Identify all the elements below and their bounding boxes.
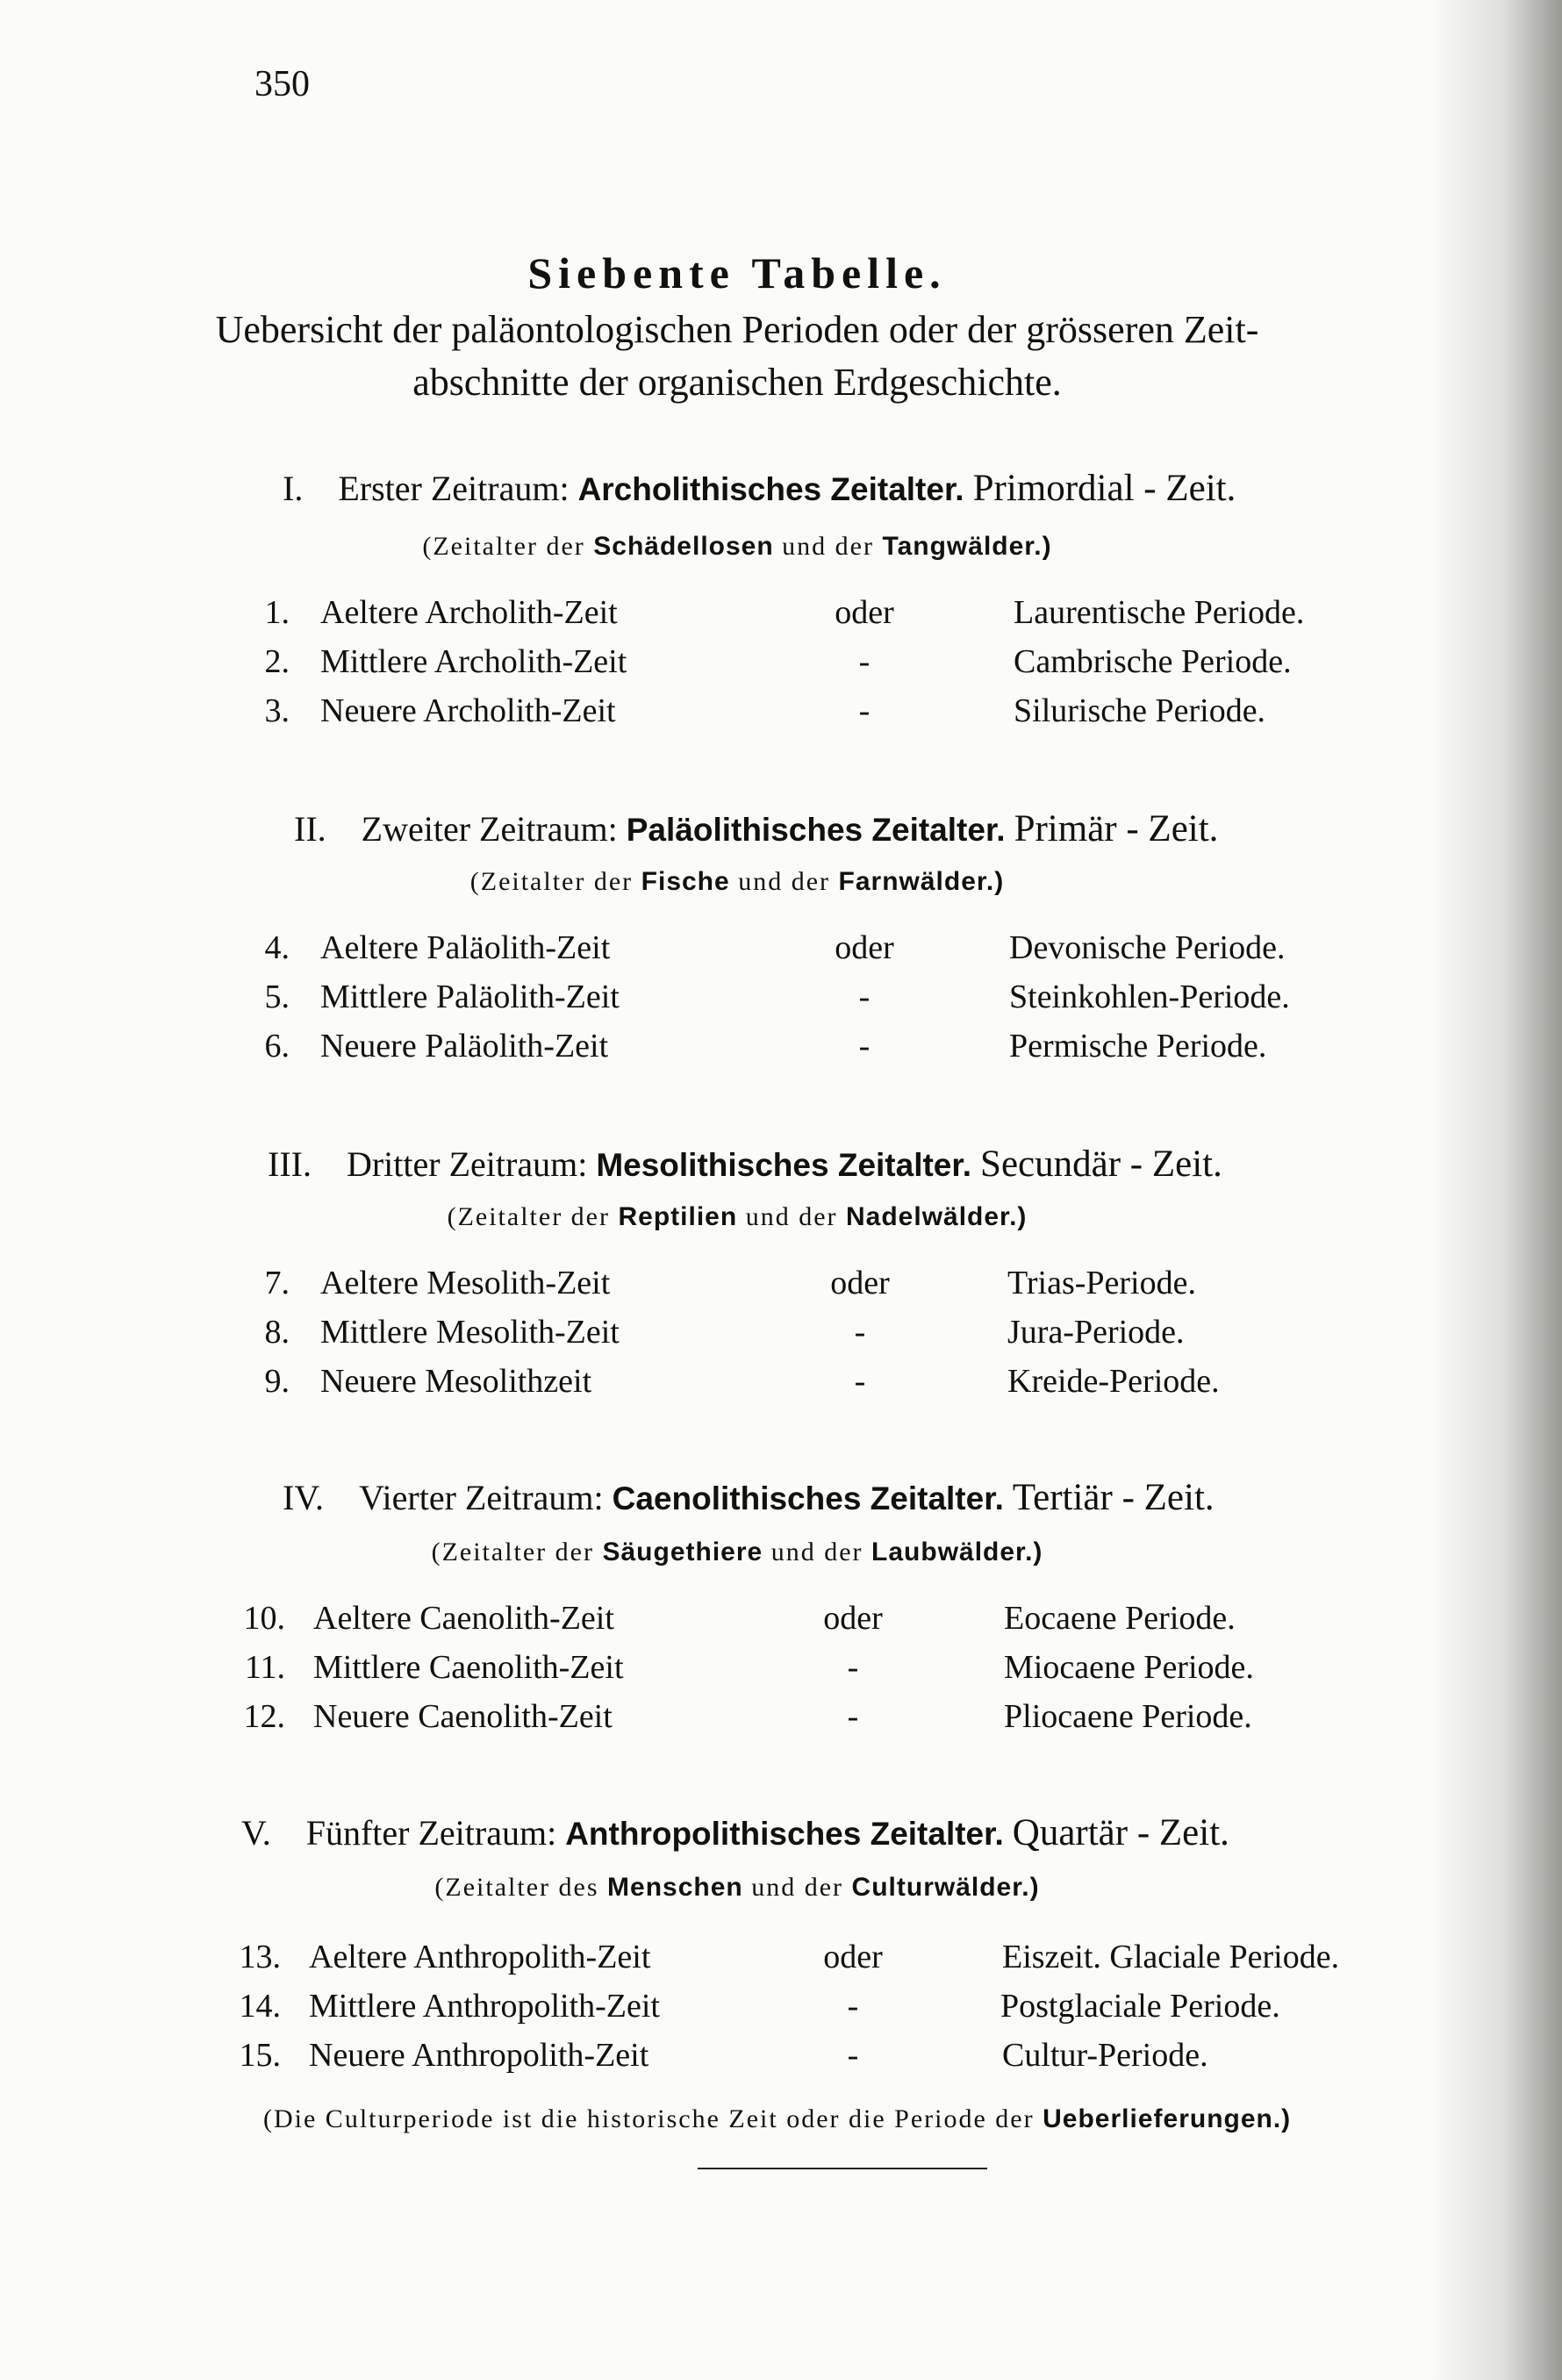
row-period: Eocaene Periode. [1004,1600,1236,1637]
note-text: (Zeitalter der [469,867,634,896]
closing-note-text: (Die Culturperiode ist die historische Zeit oder die Periode der [263,2104,1035,2133]
section-time: Quartär - Zeit. [1012,1812,1229,1853]
section-label: Erster Zeitraum: [338,469,570,508]
row-conj: - [847,1649,859,1686]
row-number: 2. [264,643,290,680]
row-number: 11. [244,1649,285,1686]
section-era: Anthropolithisches Zeitalter. [565,1816,1004,1852]
section-era: Archolithisches Zeitalter. [577,471,964,507]
note-text: und der [770,1538,863,1566]
row-name: Neuere Anthropolith-Zeit [309,2037,649,2074]
row-name: Neuere Paläolith-Zeit [320,1028,609,1065]
note-text: (Zeitalter der [422,532,585,561]
section-heading-3 [268,1143,1222,1186]
section-era: Paläolithisches Zeitalter. [626,812,1006,848]
section-time: Primär - Zeit. [1014,808,1219,849]
row-conj: - [847,1988,859,2025]
row-number: 10. [243,1600,285,1637]
note-text: Fische [641,867,730,896]
row-period: Jura-Periode. [1007,1314,1185,1351]
section-heading-4 [283,1476,1214,1519]
row-period: Pliocaene Periode. [1004,1698,1252,1735]
row-name: Neuere Mesolithzeit [320,1363,592,1400]
row-number: 6. [264,1028,290,1065]
section-label: Fünfter Zeitraum: [305,1813,557,1853]
row-conj: oder [823,1600,883,1637]
note-text: (Zeitalter der [431,1538,594,1566]
row-name: Neuere Archolith-Zeit [320,692,616,729]
note-text: Reptilien [618,1202,738,1231]
section-numeral: IV. [283,1478,325,1517]
note-text: Tangwälder.) [882,532,1052,561]
closing-note [263,2104,1291,2134]
row-conj: oder [830,1265,890,1301]
section-time: Secundär - Zeit. [980,1143,1222,1185]
note-text: (Zeitalter der [447,1202,610,1231]
section-label: Dritter Zeitraum: [346,1144,588,1184]
section-note-3 [0,1202,1474,1232]
row-name: Aeltere Paläolith-Zeit [320,929,611,966]
row-period: Eiszeit. Glaciale Periode. [1002,1939,1340,1975]
section-note-1 [0,532,1474,562]
row-name: Mittlere Anthropolith-Zeit [309,1988,660,2025]
row-period: Miocaene Periode. [1004,1649,1254,1686]
closing-rule [698,2168,987,2169]
note-text: Nadelwälder.) [846,1202,1028,1231]
row-period: Kreide-Periode. [1007,1363,1220,1400]
section-numeral: II. [294,809,326,849]
table-subtitle-line-1: Uebersicht der paläontologischen Perioden oder der grösseren Zeit- [215,308,1259,351]
note-text: Laubwälder.) [871,1538,1043,1566]
section-heading-2 [294,807,1218,850]
page-number: 350 [254,64,310,104]
closing-note-text-bold: Ueberlieferungen.) [1043,2104,1292,2133]
row-number: 1. [264,594,290,631]
row-name: Aeltere Archolith-Zeit [320,594,618,631]
row-period: Steinkohlen-Periode. [1009,979,1290,1015]
row-name: Aeltere Mesolith-Zeit [320,1265,611,1301]
section-heading-5 [241,1811,1229,1854]
row-number: 13. [239,1939,281,1975]
note-text: Menschen [607,1873,743,1902]
section-numeral: V. [241,1813,271,1853]
note-text: und der [751,1873,844,1902]
row-name: Mittlere Archolith-Zeit [320,643,627,680]
row-number: 15. [239,2037,281,2074]
row-number: 7. [264,1265,290,1301]
row-period: Permische Periode. [1009,1028,1267,1065]
section-time: Tertiär - Zeit. [1012,1477,1214,1518]
section-era: Mesolithisches Zeitalter. [596,1147,972,1183]
row-conj: oder [835,594,894,631]
row-number: 12. [243,1698,285,1735]
section-note-2 [0,867,1474,897]
note-text: Farnwälder.) [838,867,1005,896]
row-number: 14. [239,1988,281,2025]
section-numeral: III. [268,1144,312,1184]
row-period: Trias-Periode. [1007,1265,1196,1301]
row-conj: - [858,692,871,729]
row-period: Silurische Periode. [1014,692,1266,729]
table-subtitle-line-2: abschnitte der organischen Erdgeschichte. [412,361,1062,404]
row-conj: - [854,1363,866,1400]
row-name: Aeltere Caenolith-Zeit [313,1600,614,1637]
row-period: Postglaciale Periode. [1000,1988,1280,2025]
section-numeral: I. [283,469,304,508]
section-era: Caenolithisches Zeitalter. [612,1480,1004,1516]
row-name: Neuere Caenolith-Zeit [313,1698,613,1735]
note-text: Schädellosen [593,532,774,561]
row-number: 8. [264,1314,290,1351]
row-conj: - [858,1028,871,1065]
section-heading-1 [283,467,1236,510]
row-number: 3. [264,692,290,729]
row-conj: - [847,2037,859,2074]
row-name: Mittlere Mesolith-Zeit [320,1314,620,1351]
section-note-5 [0,1873,1474,1903]
note-text: und der [745,1202,838,1231]
table-title: Siebente Tabelle. [527,248,947,298]
row-conj: - [847,1698,859,1735]
row-conj: - [854,1314,866,1351]
note-text: Culturwälder.) [851,1873,1040,1902]
section-time: Primordial - Zeit. [972,468,1236,509]
row-number: 5. [264,979,290,1015]
note-text: und der [738,867,831,896]
row-period: Devonische Periode. [1009,929,1286,966]
note-text: und der [782,532,874,561]
section-label: Vierter Zeitraum: [359,1478,604,1517]
note-text: (Zeitalter des [434,1873,599,1902]
row-conj: - [858,643,871,680]
row-name: Mittlere Caenolith-Zeit [313,1649,624,1686]
row-number: 9. [264,1363,290,1400]
row-number: 4. [264,929,290,966]
row-name: Mittlere Paläolith-Zeit [320,979,620,1015]
row-period: Cambrische Periode. [1014,643,1292,680]
section-label: Zweiter Zeitraum: [361,809,618,849]
note-text: Säugethiere [602,1538,763,1566]
row-period: Cultur-Periode. [1002,2037,1208,2074]
scan-edge-shadow [1430,0,1562,2380]
row-conj: oder [823,1939,883,1975]
row-conj: - [858,979,871,1015]
row-name: Aeltere Anthropolith-Zeit [309,1939,651,1975]
row-conj: oder [835,929,894,966]
section-note-4 [0,1538,1474,1567]
row-period: Laurentische Periode. [1014,594,1305,631]
